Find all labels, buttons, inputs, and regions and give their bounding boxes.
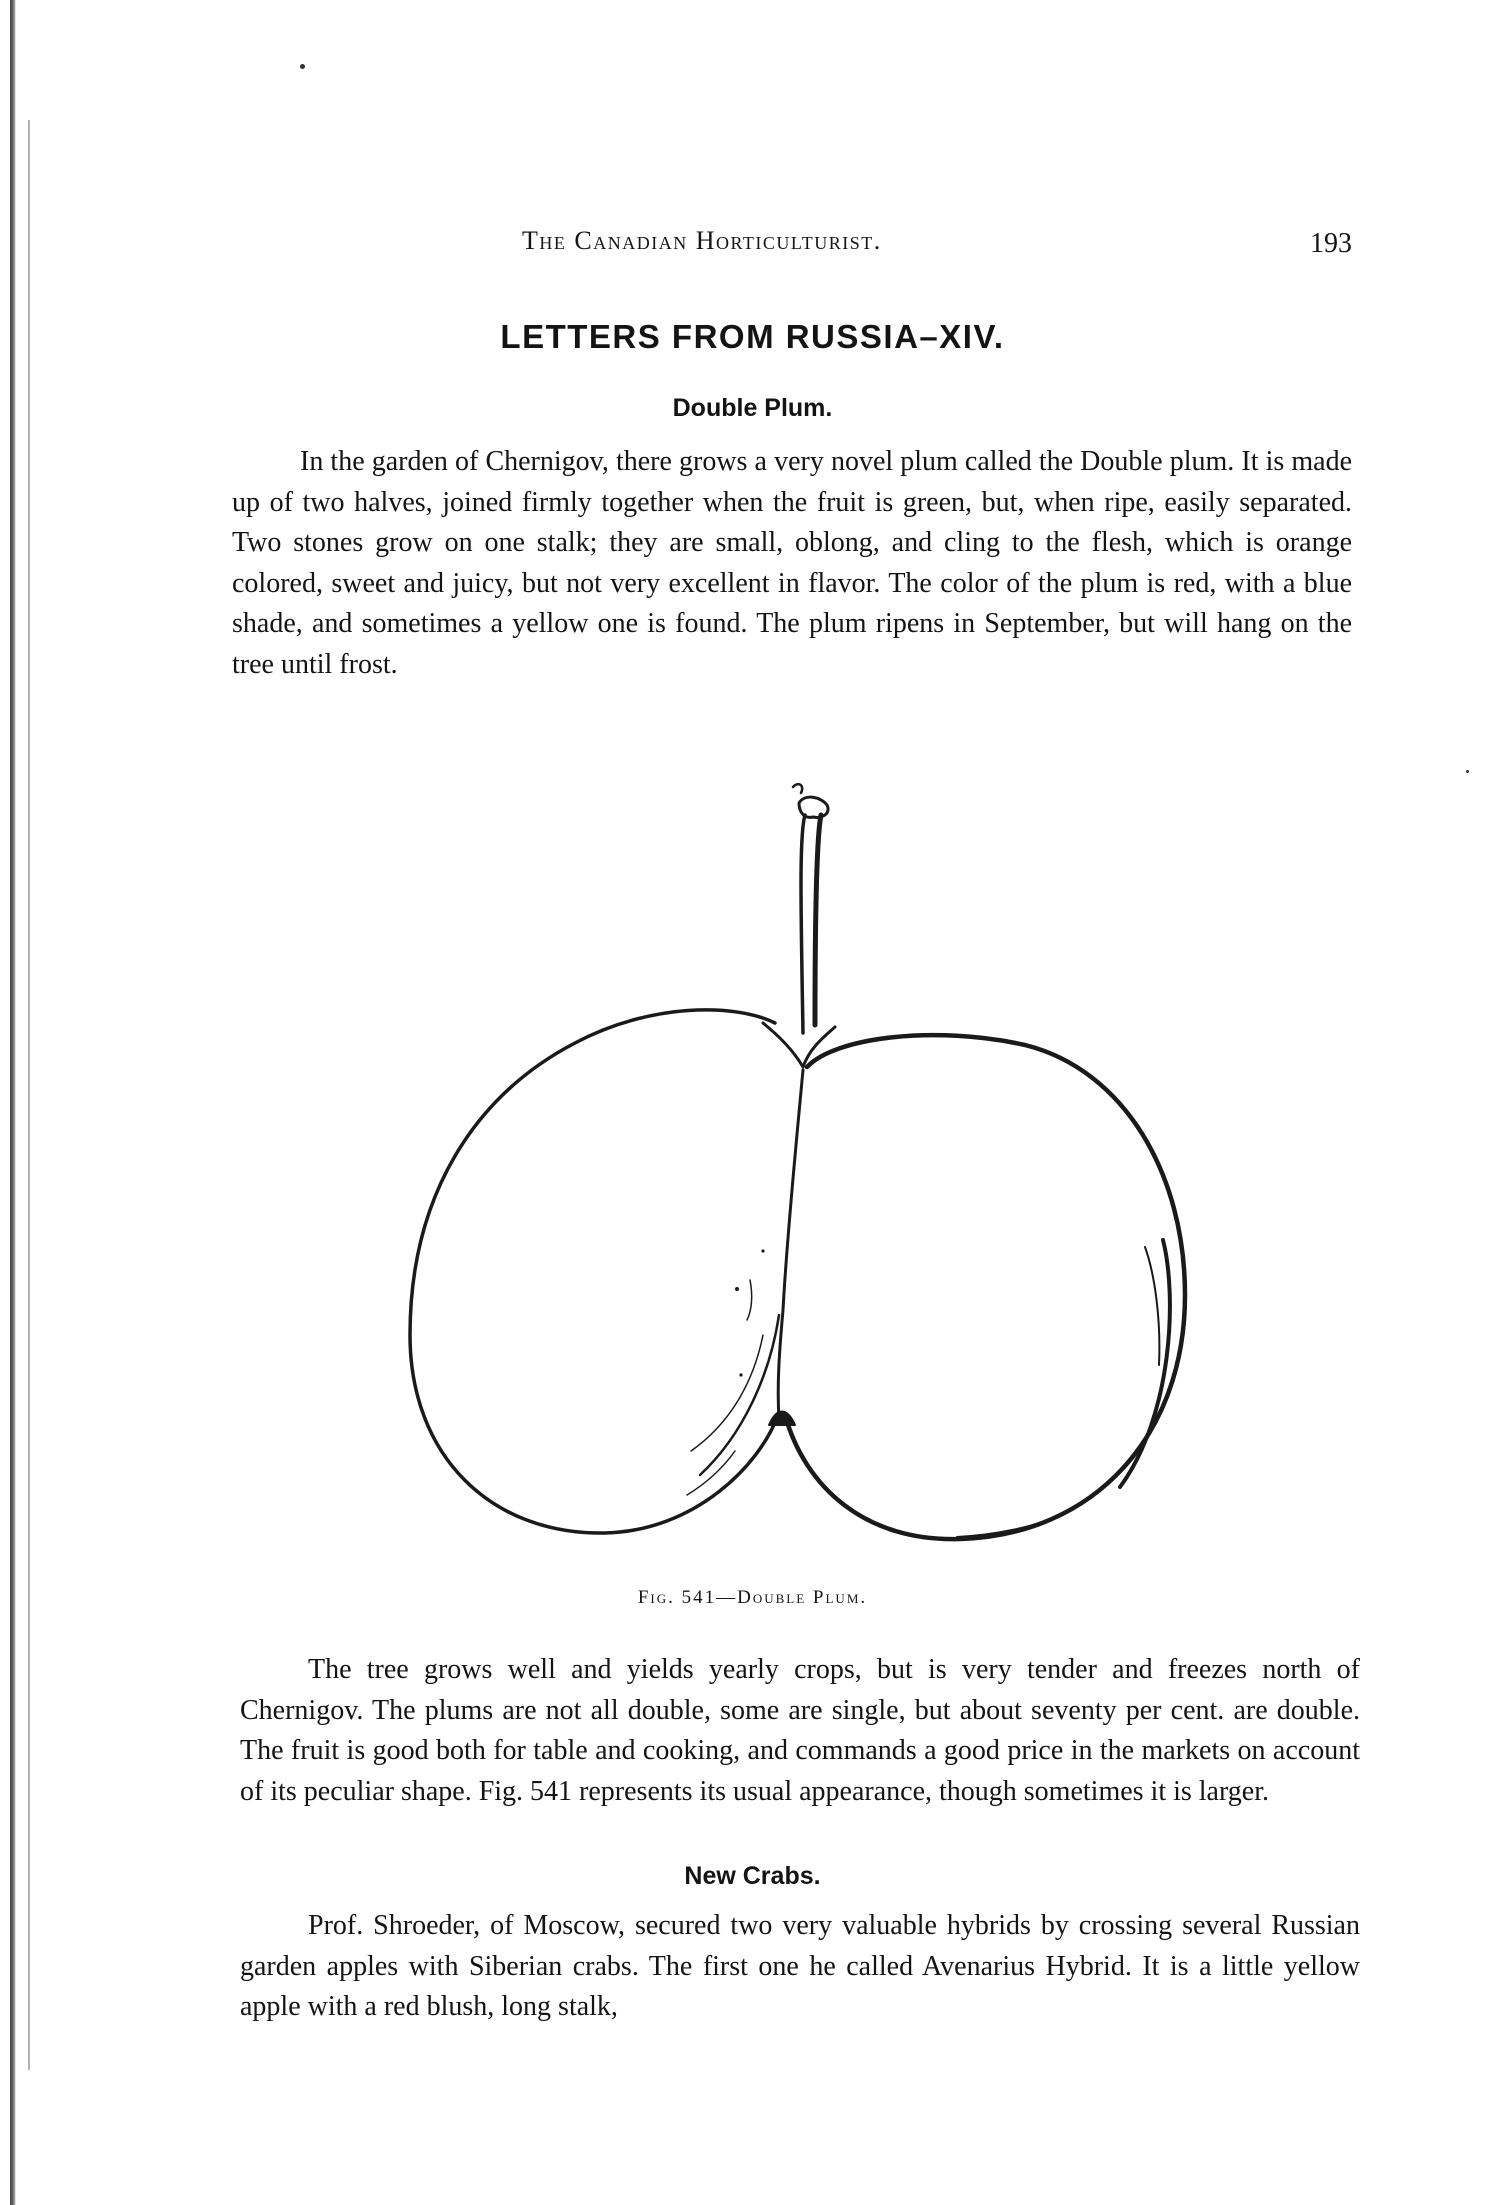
- article-title: LETTERS FROM RUSSIA–XIV.: [500, 318, 1005, 355]
- figure-double-plum: [395, 775, 1210, 1565]
- scan-speck: [1466, 770, 1469, 773]
- double-plum-illustration: [395, 775, 1210, 1565]
- plum-suture: [778, 1070, 803, 1420]
- plum-stalk: [801, 815, 805, 1033]
- left-plum-half: [410, 1010, 778, 1533]
- figure-caption: Fig. 541—Double Plum.: [637, 1587, 868, 1608]
- right-plum-half: [785, 1035, 1185, 1539]
- stalk-cavity: [763, 1023, 835, 1067]
- page-number: 193: [1310, 228, 1352, 259]
- paragraph-new-crabs: Prof. Shroeder, of Moscow, secured two very valuable hybrids by crossing several Russian garden apples with Siberian crabs. The first one he called Avenarius Hybrid. It is a little yellow apple with a red blush, long stalk,: [240, 1910, 1360, 2022]
- paragraph-tree-description: The tree grows well and yields yearly crops, but is very tender and freezes north of Chernigov. The plums are not all double, some are single, but about seventy per cent. are double. The fruit is good both for table and cooking, and commands a good price in the markets on account of its peculiar shape. Fig. 541 represents its usual appearance, though sometimes it is larger.: [240, 1654, 1360, 1807]
- journal-title: The Canadian Horticulturist.: [522, 226, 882, 255]
- section-heading-double-plum: Double Plum.: [672, 394, 833, 422]
- running-head: [232, 226, 1352, 266]
- scan-speck: [300, 64, 305, 69]
- section-heading-new-crabs: New Crabs.: [684, 1862, 821, 1890]
- paragraph-double-plum: In the garden of Chernigov, there grows a very novel plum called the Double plum. It is made up of two halves, joined firmly together when the fruit is green, but, when ripe, easily separated. Two stones grow on one stalk; they are small, oblong, and cling to the flesh, which is orange colored, sweet and juicy, but not very excellent in flavor. The color of the plum is red, with a blue shade, and sometimes a yellow one is found. The plum ripens in September, but will hang on the tree until frost.: [232, 446, 1352, 680]
